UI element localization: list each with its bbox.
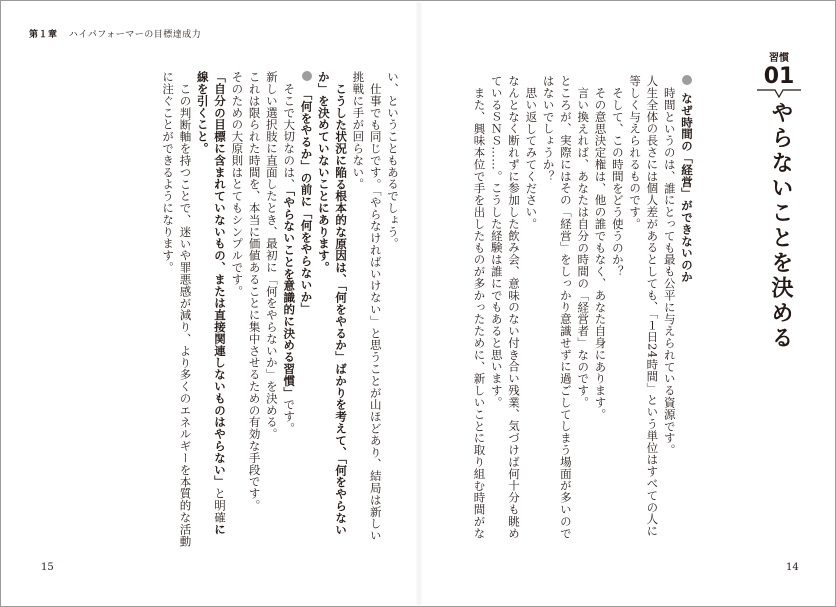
bold-line: か」を決めていないことにあります。: [316, 71, 331, 274]
text-line: はないでしょうか？: [541, 75, 556, 183]
text-line: 言い換えれば、あなたは自分の時間の「経営者」なのです。: [576, 86, 591, 408]
text-line: い、ということもあるでしょう。: [386, 71, 400, 250]
text-line: なんとなく断れずに参加した飲み会、意味のない付き合い残業、気づけば何十分も眺め: [507, 75, 522, 540]
text-line: また、興味本位で手を出したものが多かったために、新しいことに取り組む時間がな: [472, 86, 487, 539]
text-line: ているＳＮＳ……。こうした経験は誰にでもあると思います。: [489, 75, 504, 409]
text-line: に注ぐことができるようになります。: [161, 71, 176, 274]
habit-label: 習慣: [769, 53, 789, 64]
chapter-label: 第１章: [29, 30, 58, 40]
text-line: そのための大原則はとてもシンプルです。: [230, 71, 245, 298]
bold-run: 「自分の目標に含まれていないもの、または直接関連しないものはやらない」: [213, 71, 228, 488]
text-run: と明確: [213, 487, 228, 524]
subheading: [297, 71, 314, 541]
text-line: [280, 71, 297, 541]
bullet-icon: [682, 75, 692, 85]
text-line: 等しく与えられるものです。: [628, 75, 643, 230]
running-head: [29, 27, 201, 40]
text-line: 挑戦に手が回らない。: [351, 71, 366, 190]
text-line: 時間というのは、誰にとっても最も公平に与えられている資源です。: [662, 86, 677, 456]
text-line: [211, 71, 228, 541]
text-line: 思い返してみてください。: [524, 86, 539, 230]
text-line: 新しい選択肢に直面したとき、最初に「何をやらないか」を決める。: [264, 71, 279, 440]
text-line: この判断軸を持つことで、迷いや罪悪感が減り、より多くのエネルギーを本質的な活動: [178, 82, 193, 547]
subheading-text: 「何をやるか」の前に「何をやらないか」: [299, 88, 314, 315]
left-page-body: [1, 71, 401, 547]
text-line: ところが、実際にはその「経営」をしっかり意識せずに過ごしてしまう場面が多いので: [558, 75, 573, 540]
text-line: そして、この時間をどう使うのか？: [610, 86, 625, 277]
section-title: やらないことを決める: [768, 101, 793, 351]
bullet-icon: [302, 71, 312, 81]
bold-run: に: [213, 523, 228, 536]
habit-number: 01: [763, 64, 795, 89]
bold-run: 「やらないことを意識的に決める習慣」: [282, 189, 297, 399]
chapter-title: ハイパフォーマーの目標達成力: [68, 30, 202, 40]
text-line: 人生全体の長さには個人差があるとしても、「１日24時間」という単位はすべての人に: [645, 75, 660, 537]
text-line: これは限られた時間を、本当に価値あることに集中させるための有効な手段です。: [247, 71, 262, 512]
habit-badge: [749, 49, 809, 99]
subheading: [678, 75, 695, 545]
bold-line: 線を引くこと。: [195, 71, 210, 155]
text-line: その意思決定権は、他の誰でもなく、あなた自身にあります。: [593, 86, 608, 420]
page-number-right: 14: [786, 562, 799, 573]
subheading-text: なぜ時間の「経営」ができないのか: [680, 92, 694, 283]
chevron-rule-icon: [757, 89, 801, 99]
bold-line: こうした状況に陥る根本的な原因は、「何をやるか」ばかりを考えて、「何をやらない: [334, 82, 349, 536]
text-run: です。: [282, 398, 297, 434]
page-number-left: 15: [41, 562, 54, 573]
text-line: 仕事でも同じです。「やらなければいけない」と思うことが山ほどあり、結局は新しい: [368, 82, 383, 541]
text-run: そこで大切なのは、: [282, 82, 297, 190]
